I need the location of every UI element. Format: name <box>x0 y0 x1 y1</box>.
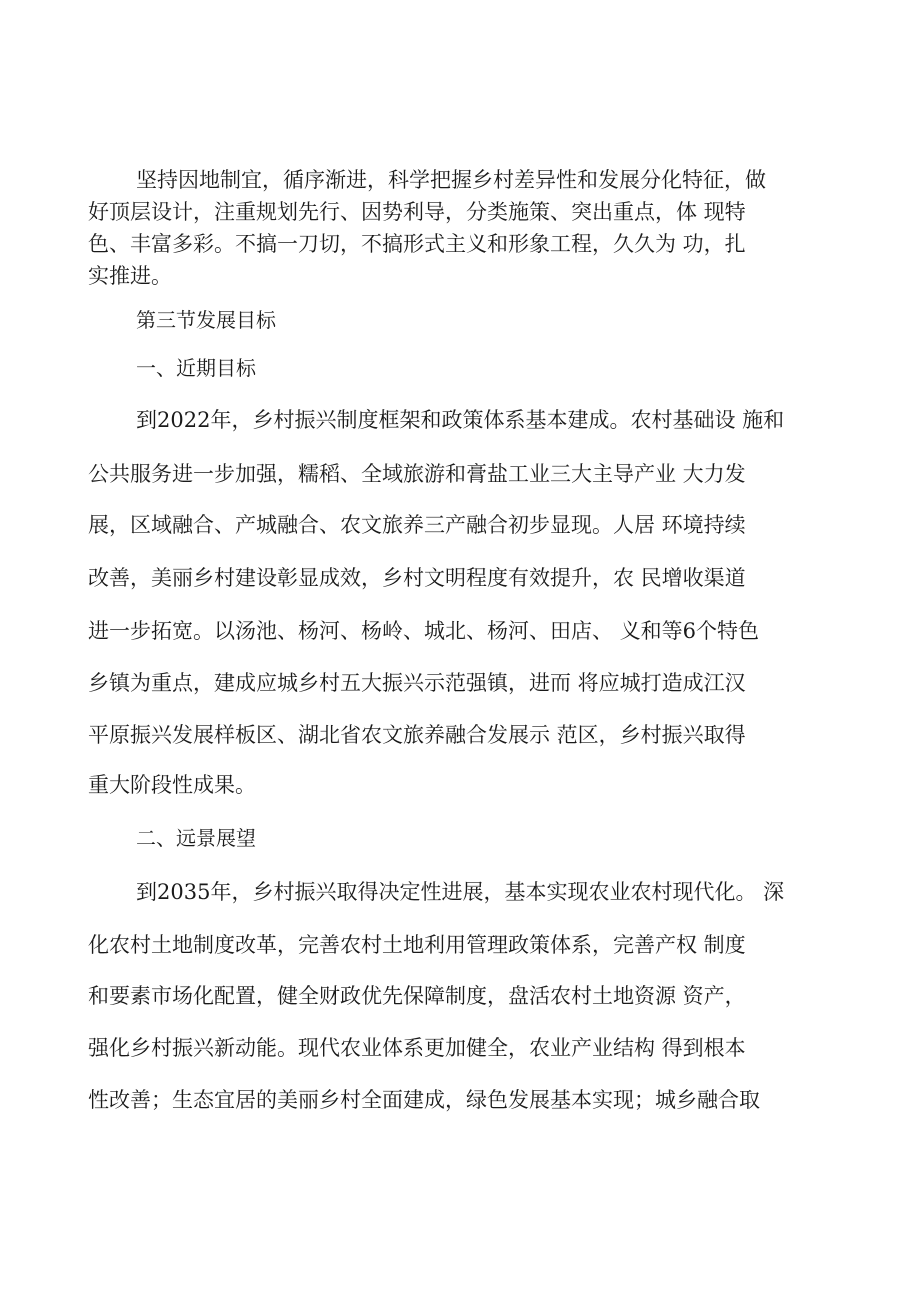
paragraph-2-line-7: 平原振兴发展样板区、湖北省农文旅养融合发展示 范区，乡村振兴取得 <box>88 723 746 747</box>
paragraph-3-line-5: 性改善；生态宜居的美丽乡村全面建成，绿色发展基本实现；城乡融合取 <box>88 1088 760 1112</box>
paragraph-2-line-1: 到2022年，乡村振兴制度框架和政策体系基本建成。农村基础设 施和 <box>136 408 785 432</box>
paragraph-3-line-1: 到2035年，乡村振兴取得决定性进展，基本实现农业农村现代化。 深 <box>136 880 785 904</box>
paragraph-1-line-2: 好顶层设计，注重规划先行、因势利导，分类施策、突出重点，体 现特 <box>88 200 746 224</box>
paragraph-1-line-1: 坚持因地制宜，循序渐进，科学把握乡村差异性和发展分化特征，做 <box>136 168 766 192</box>
paragraph-2-line-2: 公共服务进一步加强，糯稻、全域旅游和膏盐工业三大主导产业 大力发 <box>88 462 746 486</box>
paragraph-2-line-4: 改善，美丽乡村建设彰显成效，乡村文明程度有效提升，农 民增收渠道 <box>88 566 746 590</box>
paragraph-1-line-4: 实推进。 <box>88 264 172 288</box>
paragraph-2-line-8: 重大阶段性成果。 <box>88 773 256 797</box>
paragraph-3-line-2: 化农村土地制度改革，完善农村土地利用管理政策体系，完善产权 制度 <box>88 933 746 957</box>
paragraph-2-line-3: 展，区域融合、产城融合、农文旅养三产融合初步显现。人居 环境持续 <box>88 513 746 537</box>
paragraph-2-line-6: 乡镇为重点，建成应城乡村五大振兴示范强镇，进而 将应城打造成江汉 <box>88 671 746 695</box>
paragraph-1-line-3: 色、丰富多彩。不搞一刀切，不搞形式主义和形象工程，久久为 功，扎 <box>88 232 746 256</box>
paragraph-3-line-3: 和要素市场化配置，健全财政优先保障制度，盘活农村土地资源 资产， <box>88 984 746 1008</box>
section-title: 第三节发展目标 <box>136 308 276 332</box>
paragraph-2-line-5: 进一步拓宽。以汤池、杨河、杨岭、城北、杨河、田店、 义和等6个特色 <box>88 619 760 643</box>
subheading-long-term-outlook: 二、远景展望 <box>136 826 256 850</box>
paragraph-3-line-4: 强化乡村振兴新动能。现代农业体系更加健全，农业产业结构 得到根本 <box>88 1036 746 1060</box>
subheading-near-term-goals: 一、近期目标 <box>136 356 256 380</box>
